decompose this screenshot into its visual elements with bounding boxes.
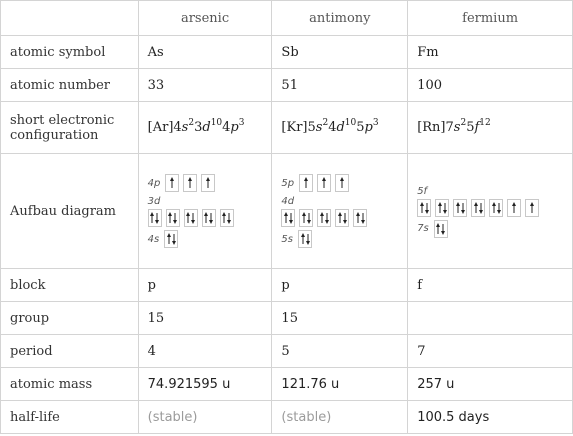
config-cell [408, 102, 573, 154]
spin-down-arrow-icon [209, 212, 213, 224]
table-row [1, 154, 573, 269]
config-occupancy: 3 [238, 118, 245, 128]
orbital-box [417, 199, 431, 217]
orbital-row [281, 230, 398, 248]
row-label: atomic mass [1, 368, 139, 401]
orbital-label: 5f [417, 185, 428, 197]
config-orbital: 5p [356, 120, 373, 135]
orbital-box [453, 199, 467, 217]
column-header-fermium: fermium [408, 1, 573, 36]
orbital-row [148, 174, 263, 192]
spin-up-arrow-icon [320, 212, 324, 224]
orbital-row [417, 220, 563, 238]
spin-up-arrow-icon [474, 202, 478, 214]
value-cell: p [138, 269, 272, 302]
spin-down-arrow-icon [443, 202, 447, 214]
config-core: [Ar] [147, 120, 174, 135]
config-orbital: 5s [307, 120, 323, 135]
corner-cell [1, 1, 139, 36]
config-occupancy: 2 [188, 118, 195, 128]
header-row [1, 1, 573, 36]
spin-down-arrow-icon [191, 212, 195, 224]
value-cell: 7 [408, 335, 573, 368]
spin-up-arrow-icon [188, 177, 192, 189]
config-orbital: 4d [328, 120, 345, 135]
spin-down-arrow-icon [289, 212, 293, 224]
row-label: atomic number [1, 69, 139, 102]
aufbau-diagram [408, 154, 573, 269]
spin-up-arrow-icon [456, 202, 460, 214]
table-row [1, 401, 573, 434]
row-label: short electronic configuration [1, 102, 139, 154]
aufbau-diagram [138, 154, 272, 269]
spin-up-arrow-icon [338, 212, 342, 224]
value-cell: (stable) [138, 401, 272, 434]
orbital-row [417, 199, 563, 217]
spin-up-arrow-icon [512, 202, 516, 214]
config-orbital: 4s [173, 120, 189, 135]
orbital-box [298, 230, 312, 248]
spin-up-arrow-icon [420, 202, 424, 214]
value-cell: (stable) [272, 401, 408, 434]
row-label: half-life [1, 401, 139, 434]
spin-up-arrow-icon [167, 233, 171, 245]
spin-up-arrow-icon [301, 233, 305, 245]
orbital-box [166, 209, 180, 227]
value-cell: As [138, 36, 272, 69]
orbital-box [335, 209, 349, 227]
value-cell: 100.5 days [408, 401, 573, 434]
orbital-box [299, 209, 313, 227]
value-cell: 121.76 u [272, 368, 408, 401]
table-row [1, 69, 573, 102]
orbital-box [489, 199, 503, 217]
config-orbital: 7s [445, 120, 461, 135]
orbital-label: 4s [147, 233, 160, 245]
value-cell: 15 [272, 302, 408, 335]
orbital-box [435, 199, 449, 217]
orbital-label: 4p [147, 177, 161, 189]
config-cell [272, 102, 408, 154]
value-cell: Fm [408, 36, 573, 69]
row-label: period [1, 335, 139, 368]
value-cell: 33 [138, 69, 272, 102]
config-occupancy: 2 [322, 118, 329, 128]
spin-up-arrow-icon [168, 212, 172, 224]
value-cell: 100 [408, 69, 573, 102]
row-label: group [1, 302, 139, 335]
orbital-box [335, 174, 349, 192]
spin-down-arrow-icon [325, 212, 329, 224]
spin-down-arrow-icon [361, 212, 365, 224]
table-row [1, 269, 573, 302]
value-cell: 257 u [408, 368, 573, 401]
spin-up-arrow-icon [340, 177, 344, 189]
spin-down-arrow-icon [306, 233, 310, 245]
orbital-box [317, 209, 331, 227]
orbital-label: 5s [281, 233, 293, 245]
spin-down-arrow-icon [497, 202, 501, 214]
orbital-box [184, 209, 198, 227]
spin-down-arrow-icon [461, 202, 465, 214]
spin-up-arrow-icon [284, 212, 288, 224]
config-orbital: 3d [194, 120, 211, 135]
orbital-label: 5p [281, 177, 295, 189]
spin-up-arrow-icon [206, 177, 210, 189]
table-row [1, 335, 573, 368]
orbital-box [299, 174, 313, 192]
row-label: atomic symbol [1, 36, 139, 69]
orbital-box [220, 209, 234, 227]
config-orbital: 4p [222, 120, 239, 135]
config-occupancy: 3 [372, 118, 379, 128]
spin-down-arrow-icon [155, 212, 159, 224]
spin-down-arrow-icon [173, 212, 177, 224]
config-cell [138, 102, 272, 154]
value-cell: 74.921595 u [138, 368, 272, 401]
value-cell: p [272, 269, 408, 302]
spin-up-arrow-icon [170, 177, 174, 189]
orbital-label: 3d [147, 196, 161, 207]
spin-up-arrow-icon [530, 202, 534, 214]
spin-down-arrow-icon [479, 202, 483, 214]
spin-up-arrow-icon [356, 212, 360, 224]
config-occupancy: 12 [479, 118, 491, 128]
spin-down-arrow-icon [343, 212, 347, 224]
orbital-box [202, 209, 216, 227]
orbital-box [317, 174, 331, 192]
spin-down-arrow-icon [425, 202, 429, 214]
spin-up-arrow-icon [222, 212, 226, 224]
config-occupancy: 10 [210, 118, 223, 128]
spin-up-arrow-icon [438, 202, 442, 214]
orbital-label: 7s [417, 223, 429, 234]
orbital-box [164, 230, 178, 248]
orbital-box [434, 220, 448, 238]
orbital-box [281, 209, 295, 227]
config-occupancy: 10 [344, 118, 357, 128]
table-row [1, 302, 573, 335]
spin-up-arrow-icon [204, 212, 208, 224]
spin-down-arrow-icon [227, 212, 231, 224]
orbital-box [148, 209, 162, 227]
spin-down-arrow-icon [441, 223, 445, 235]
orbital-box [201, 174, 215, 192]
config-occupancy: 2 [460, 118, 467, 128]
value-cell: Sb [272, 36, 408, 69]
spin-up-arrow-icon [186, 212, 190, 224]
value-cell: f [408, 269, 573, 302]
orbital-box [353, 209, 367, 227]
orbital-label: 4d [281, 196, 295, 207]
orbital-box [165, 174, 179, 192]
config-core: [Kr] [281, 120, 308, 135]
spin-up-arrow-icon [302, 212, 306, 224]
table-row [1, 368, 573, 401]
value-cell: 5 [272, 335, 408, 368]
spin-up-arrow-icon [436, 223, 440, 235]
value-cell: 4 [138, 335, 272, 368]
value-cell: 15 [138, 302, 272, 335]
orbital-box [471, 199, 485, 217]
column-header-antimony: antimony [272, 1, 408, 36]
orbital-row [148, 209, 263, 227]
row-label: block [1, 269, 139, 302]
orbital-row [148, 230, 263, 248]
orbital-row [281, 174, 398, 192]
spin-down-arrow-icon [172, 233, 176, 245]
spin-down-arrow-icon [307, 212, 311, 224]
table-row [1, 102, 573, 154]
row-label: Aufbau diagram [1, 154, 139, 269]
column-header-arsenic: arsenic [138, 1, 272, 36]
spin-up-arrow-icon [322, 177, 326, 189]
orbital-row [281, 209, 398, 227]
spin-up-arrow-icon [492, 202, 496, 214]
value-cell: 51 [272, 69, 408, 102]
spin-up-arrow-icon [150, 212, 154, 224]
spin-up-arrow-icon [304, 177, 308, 189]
orbital-box [183, 174, 197, 192]
value-cell [408, 302, 573, 335]
aufbau-diagram [272, 154, 408, 269]
table-row [1, 36, 573, 69]
orbital-box [525, 199, 539, 217]
config-orbital: 5f [466, 120, 480, 135]
config-core: [Rn] [417, 120, 446, 135]
orbital-box [507, 199, 521, 217]
